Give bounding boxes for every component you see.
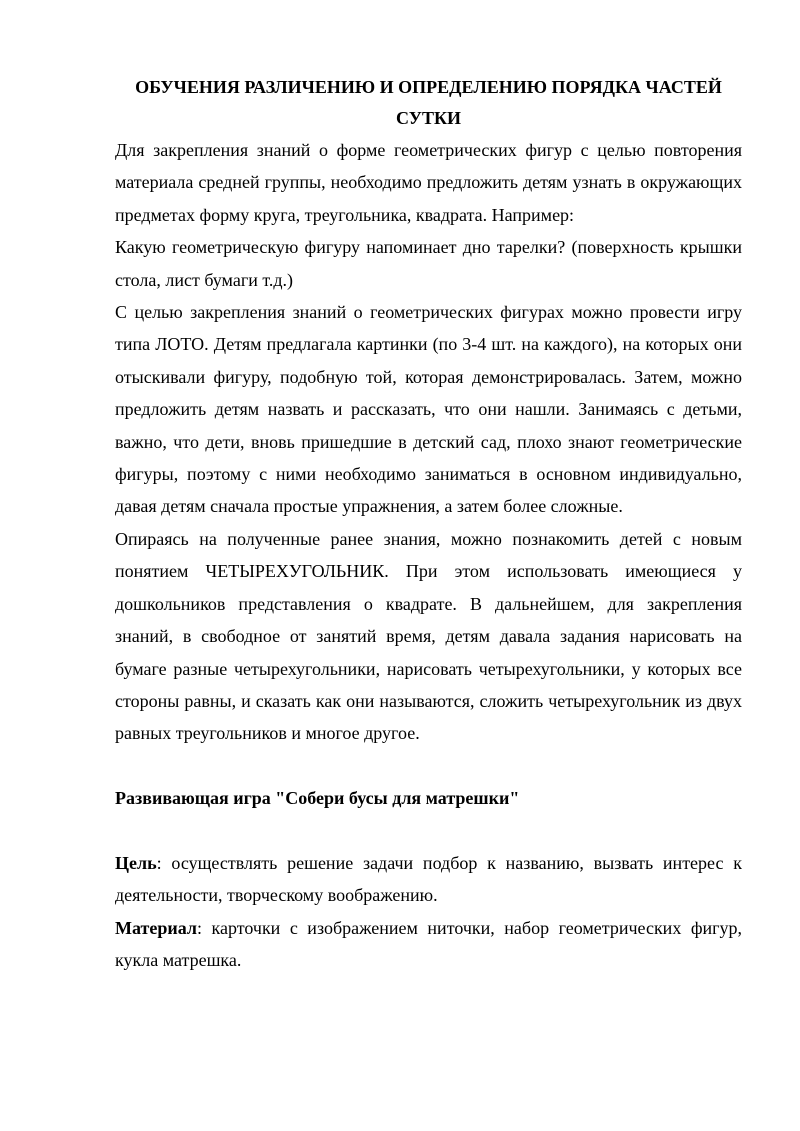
material-text: : карточки с изображением ниточки, набор геометрических фигур, кукла матрешка. bbox=[115, 917, 742, 971]
spacer bbox=[115, 815, 742, 847]
material-term: Материал bbox=[115, 917, 197, 938]
document-body bbox=[115, 72, 742, 977]
paragraph-plate-question: Какую геометрическую фигуру напоминает дно тарелки? (поверхность крышки стола, лист бумаги т.д.) bbox=[115, 237, 742, 290]
material-paragraph bbox=[115, 912, 742, 977]
spacer bbox=[115, 750, 742, 782]
document-title: ОБУЧЕНИЯ РАЗЛИЧЕНИЮ И ОПРЕДЕЛЕНИЮ ПОРЯДКА ЧАСТЕЙ СУТКИ bbox=[135, 77, 722, 128]
goal-paragraph bbox=[115, 847, 742, 912]
goal-term: Цель bbox=[115, 852, 157, 873]
game-heading: Развивающая игра "Собери бусы для матрешки" bbox=[115, 788, 520, 809]
paragraph-shapes-intro: Для закрепления знаний о форме геометрических фигур с целью повторения материала средней группы, необходимо предложить детям узнать в окружающих предметах форму круга, треугольника, квадрата. Например: bbox=[115, 140, 742, 225]
paragraph-quadrilateral: Опираясь на полученные ранее знания, можно познакомить детей с новым понятием ЧЕТЫРЕХУГОЛЬНИК. При этом использовать имеющиеся у дошкольников представления о квадрате. В дальнейшем, для закрепления знаний, в свободное от занятий время, детям давала задания нарисовать на бумаге разные четырехугольники, нарисовать четырехугольники, у которых все стороны равны, и сказать как они называются, сложить четырехугольник из двух равных треугольников и многое другое. bbox=[115, 528, 742, 744]
goal-text: : осуществлять решение задачи подбор к названию, вызвать интерес к деятельности, творческому воображению. bbox=[115, 852, 742, 906]
paragraph-loto-game: С целью закрепления знаний о геометрических фигурах можно провести игру типа ЛОТО. Детям предлагала картинки (по 3-4 шт. на каждого), на которых они отыскивали фигуру, подобную той, которая демонстрировалась. Затем, можно предложить детям назвать и рассказать, что они нашли. Занимаясь с детьми, важно, что дети, вновь пришедшие в детский сад, плохо знают геометрические фигуры, поэтому с ними необходимо заниматься в основном индивидуально, давая детям сначала простые упражнения, а затем более сложные. bbox=[115, 302, 742, 517]
